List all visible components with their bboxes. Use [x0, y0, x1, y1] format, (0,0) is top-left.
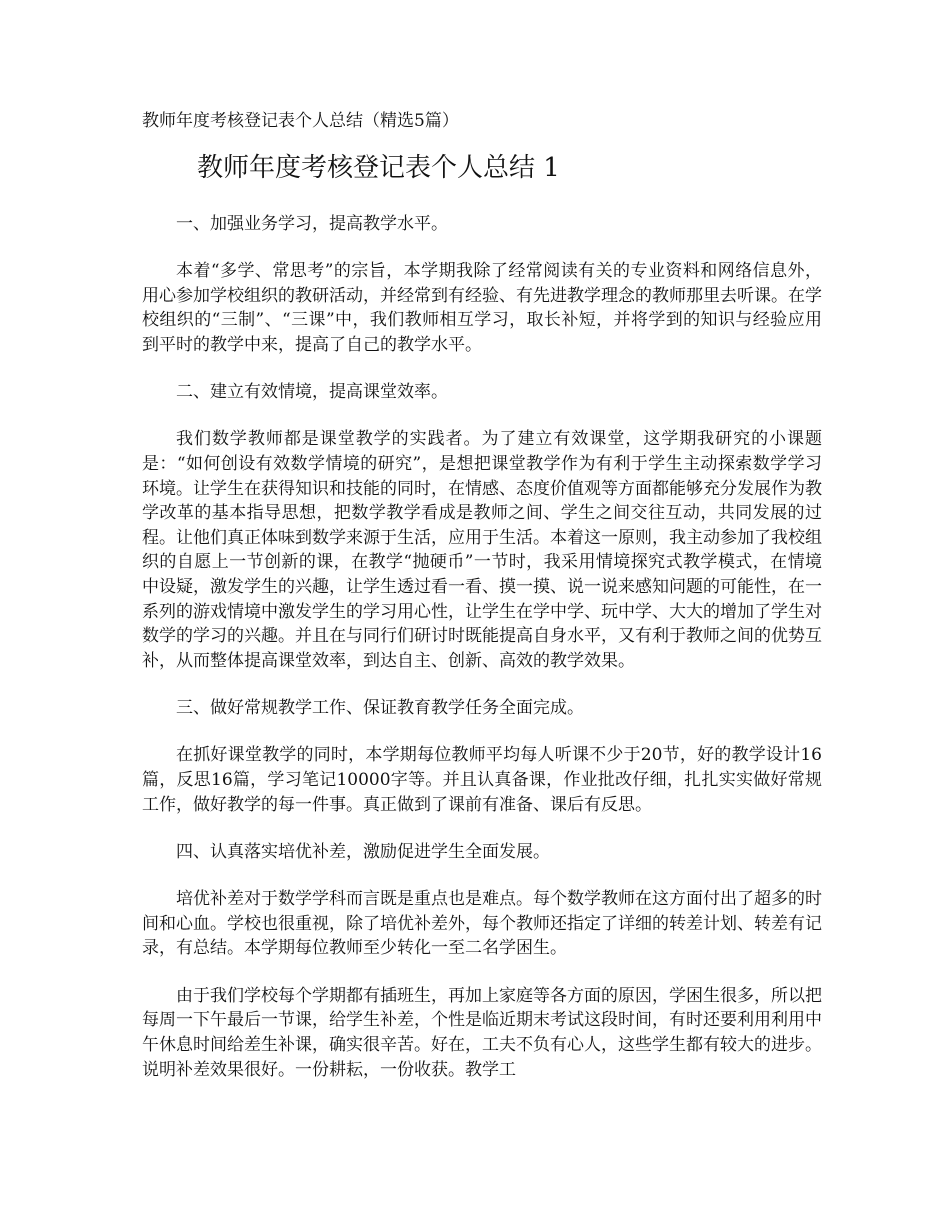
document-title: 教师年度考核登记表个人总结（精选5篇） [142, 111, 459, 131]
paragraph-2: 我们数学教师都是课堂教学的实践者。为了建立有效课堂，这学期我研究的小课题是：“如何创设有效数学情境的研究”，是想把课堂教学作为有利于学生主动探索数学学习环境。让学生在获得知识和技能的同时，在情感、态度价值观等方面都能够充分发展作为教学改革的基本指导思想，把数学教学看成是教师之间、学生之间交往互动，共同发展的过程。让他们真正体味到数学来源于生活，应用于生活。本着这一原则，我主动参加了我校组织的自愿上一节创新的课，在教学“抛硬币”一节时，我采用情境探究式教学模式，在情境中设疑，激发学生的兴趣，让学生透过看一看、摸一摸、说一说来感知问题的可能性，在一系列的游戏情境中激发学生的学习用心性，让学生在学中学、玩中学、大大的增加了学生对数学的学习的兴趣。并且在与同行们研讨时既能提高自身水平，又有利于教师之间的优势互补，从而整体提高课堂效率，到达自主、创新、高效的教学效果。 [142, 429, 822, 671]
paragraph-1: 本着“多学、常思考”的宗旨，本学期我除了经常阅读有关的专业资料和网络信息外，用心参加学校组织的教研活动，并经常到有经验、有先进教学理念的教师那里去听课。在学校组织的“三制”、“三课”中，我们教师相互学习，取长补短，并将学到的知识与经验应用到平时的教学中来，提高了自己的教学水平。 [142, 261, 822, 355]
section-heading-1: 一、加强业务学习，提高教学水平。 [176, 214, 448, 234]
section-heading-2: 二、建立有效情境，提高课堂效率。 [176, 382, 448, 403]
paragraph-3: 在抓好课堂教学的同时，本学期每位教师平均每人听课不少于20节，好的教学设计16篇，反思16篇，学习笔记10000字等。并且认真备课，作业批改仔细，扎扎实实做好常规工作，做好教学的每一件事。真正做到了课前有准备、课后有反思。 [142, 745, 822, 815]
document-page [142, 108, 822, 1082]
paragraph-5: 由于我们学校每个学期都有插班生，再加上家庭等各方面的原因，学困生很多，所以把每周一下午最后一节课，给学生补差，个性是临近期末考试这段时间，有时还要利用利用中午休息时间给差生补课，确实很辛苦。好在，工夫不负有心人，这些学生都有较大的进步。说明补差效果很好。一份耕耘，一份收获。教学工 [142, 985, 822, 1080]
section-heading-4: 四、认真落实培优补差，激励促进学生全面发展。 [176, 842, 550, 863]
paragraph-4: 培优补差对于数学学科而言既是重点也是难点。每个数学教师在这方面付出了超多的时间和心血。学校也很重视，除了培优补差外，每个教师还指定了详细的转差计划、转差有记录，有总结。本学期每位教师至少转化一至二名学困生。 [142, 889, 822, 959]
section-title: 教师年度考核登记表个人总结 1 [197, 153, 560, 183]
section-heading-3: 三、做好常规教学工作、保证教育教学任务全面完成。 [176, 698, 584, 719]
